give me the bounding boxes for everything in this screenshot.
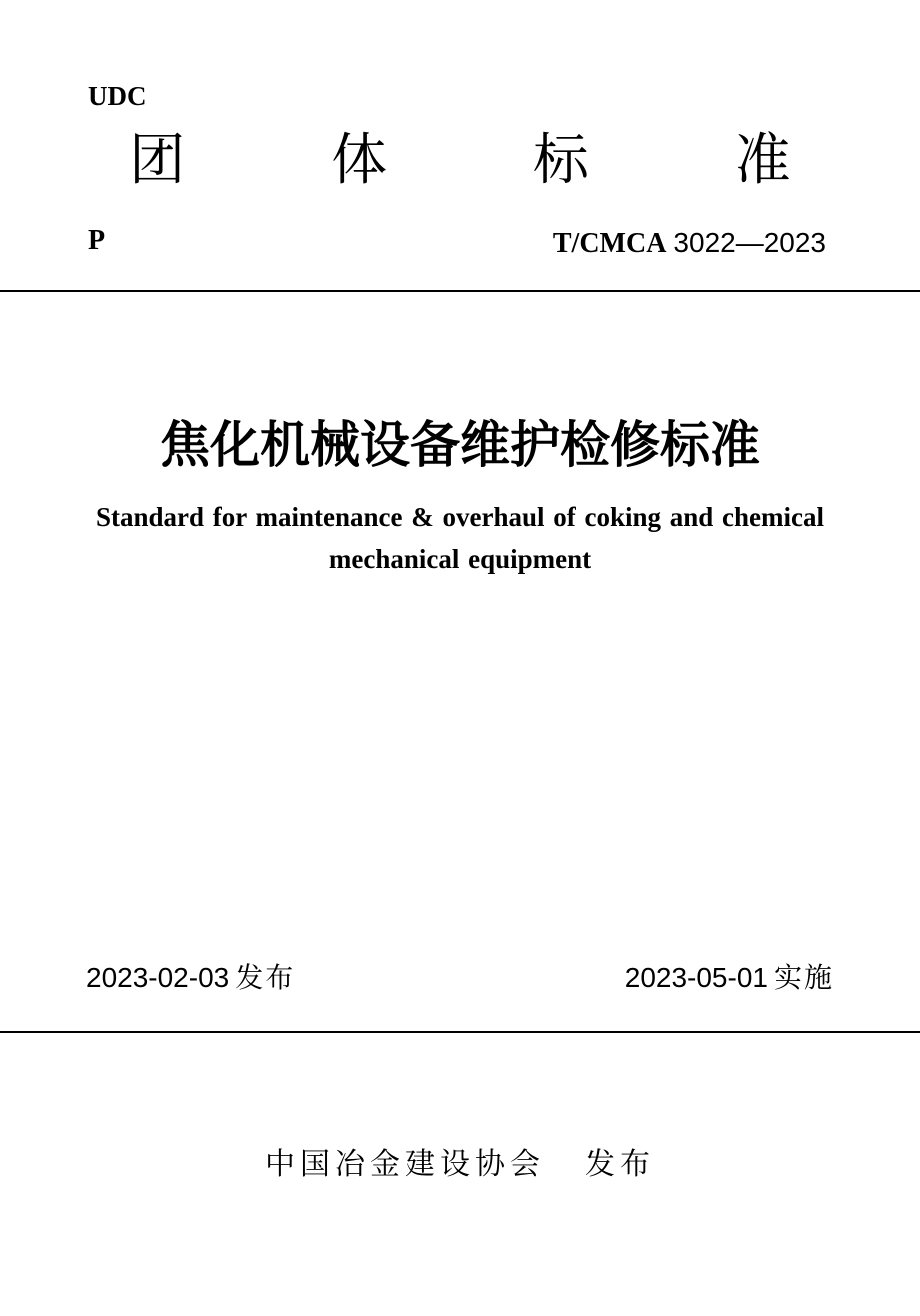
bottom-divider	[0, 1031, 920, 1033]
issue-label: 发布	[235, 961, 296, 994]
implementation-date-block	[625, 960, 834, 997]
title-english: Standard for maintenance & overhaul of coking and chemical mechanical equipment	[95, 502, 824, 574]
standard-number	[553, 226, 826, 261]
issue-date: 2023-02-03	[86, 962, 230, 993]
publisher-action: 发布	[585, 1147, 655, 1182]
top-divider	[0, 290, 920, 292]
document-type-heading: 团 体 标 准	[129, 128, 855, 193]
standard-prefix: T/CMCA	[552, 228, 667, 259]
classification-code: P	[88, 225, 106, 256]
standard-number-value: 3022—2023	[673, 227, 826, 258]
publisher-line	[0, 1145, 920, 1185]
implementation-label: 实施	[773, 961, 834, 994]
implementation-date: 2023-05-01	[624, 962, 768, 993]
title-chinese: 焦化机械设备维护检修标准	[160, 415, 760, 474]
issue-date-block	[86, 960, 295, 997]
udc-label: UDC	[88, 81, 147, 111]
publisher-organization: 中国冶金建设协会	[265, 1147, 545, 1182]
